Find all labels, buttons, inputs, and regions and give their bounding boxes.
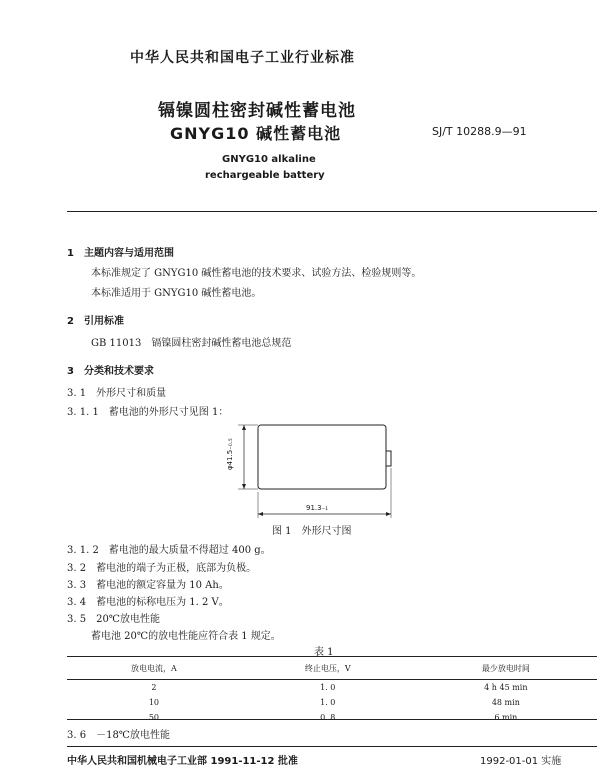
reference-standard: GB 11013 镉镍圆柱密封碱性蓄电池总规范 (91, 338, 292, 349)
table-bottom-rule (67, 719, 597, 720)
diameter-dimension-label: φ41.5₋₀.₅ (226, 438, 234, 470)
table-cell: 2 (151, 683, 157, 692)
figure-1-caption: 图 1 外形尺寸图 (272, 526, 352, 537)
section-1-paragraph-2: 本标准适用于 GNYG10 碱性蓄电池。 (91, 288, 262, 299)
discharge-performance-table (67, 656, 597, 725)
length-dimension-label: 91.3₋₁ (306, 504, 329, 512)
issuing-organization: 中华人民共和国电子工业行业标准 (130, 50, 355, 66)
english-title-line1: GNYG10 alkaline (222, 154, 316, 165)
clause-3-1-2: 3. 1. 2 蓄电池的最大质量不得超过 400 g。 (67, 545, 271, 556)
table-header-cell: 放电电流，A (131, 663, 177, 673)
table-cell: 6 min (494, 713, 518, 722)
table-cell: 0. 8 (320, 713, 336, 722)
table-cell: 10 (148, 698, 160, 707)
table-cell: 4 h 45 min (484, 683, 528, 692)
clause-3-6: 3. 6 －18℃放电性能 (67, 730, 170, 741)
table-cell: 1. 0 (320, 683, 336, 692)
footer-divider (67, 746, 597, 747)
table-row (67, 680, 597, 696)
table-header-cell: 终止电压，V (304, 663, 351, 673)
table-1-title: 表 1 (314, 647, 334, 658)
table-row (67, 710, 597, 725)
approval-line: 中华人民共和国机械电子工业部 1991-11-12 批准 (67, 756, 298, 767)
standard-title-chinese: 镉镍圆柱密封碱性蓄电池 (158, 101, 356, 121)
clause-3-5-text: 蓄电池 20℃的放电性能应符合表 1 规定。 (91, 631, 281, 642)
table-cell: 1. 0 (320, 698, 336, 707)
section-2-heading: 2 引用标准 (67, 316, 124, 327)
clause-3-2: 3. 2 蓄电池的端子为正极，底部为负极。 (67, 563, 257, 574)
clause-3-5: 3. 5 20℃放电性能 (67, 614, 160, 625)
battery-body (258, 425, 386, 489)
clause-3-1-1: 3. 1. 1 蓄电池的外形尺寸见图 1： (67, 407, 229, 418)
standard-title-code: GNYG10 碱性蓄电池 (170, 124, 342, 143)
section-3-heading: 3 分类和技术要求 (67, 366, 154, 377)
table-cell: 48 min (491, 698, 520, 707)
section-1-heading: 1 主题内容与适用范围 (67, 248, 174, 259)
clause-3-1: 3. 1 外形尺寸和质量 (67, 388, 167, 399)
header-divider (67, 211, 597, 212)
clause-3-3: 3. 3 蓄电池的额定容量为 10 Ah。 (67, 580, 229, 591)
section-1-paragraph-1: 本标准规定了 GNYG10 碱性蓄电池的技术要求、试验方法、检验规则等。 (91, 268, 422, 279)
table-header-row (67, 657, 597, 680)
standard-number: SJ/T 10288.9—91 (432, 125, 527, 138)
effective-date: 1992-01-01 实施 (480, 756, 562, 767)
table-cell: 50 (148, 713, 160, 722)
table-header-cell: 最少放电时间 (481, 663, 530, 673)
clause-3-4: 3. 4 蓄电池的标称电压为 1. 2 V。 (67, 597, 229, 608)
table-row (67, 695, 597, 710)
english-title-line2: rechargeable battery (205, 170, 325, 181)
battery-terminal (386, 451, 391, 466)
